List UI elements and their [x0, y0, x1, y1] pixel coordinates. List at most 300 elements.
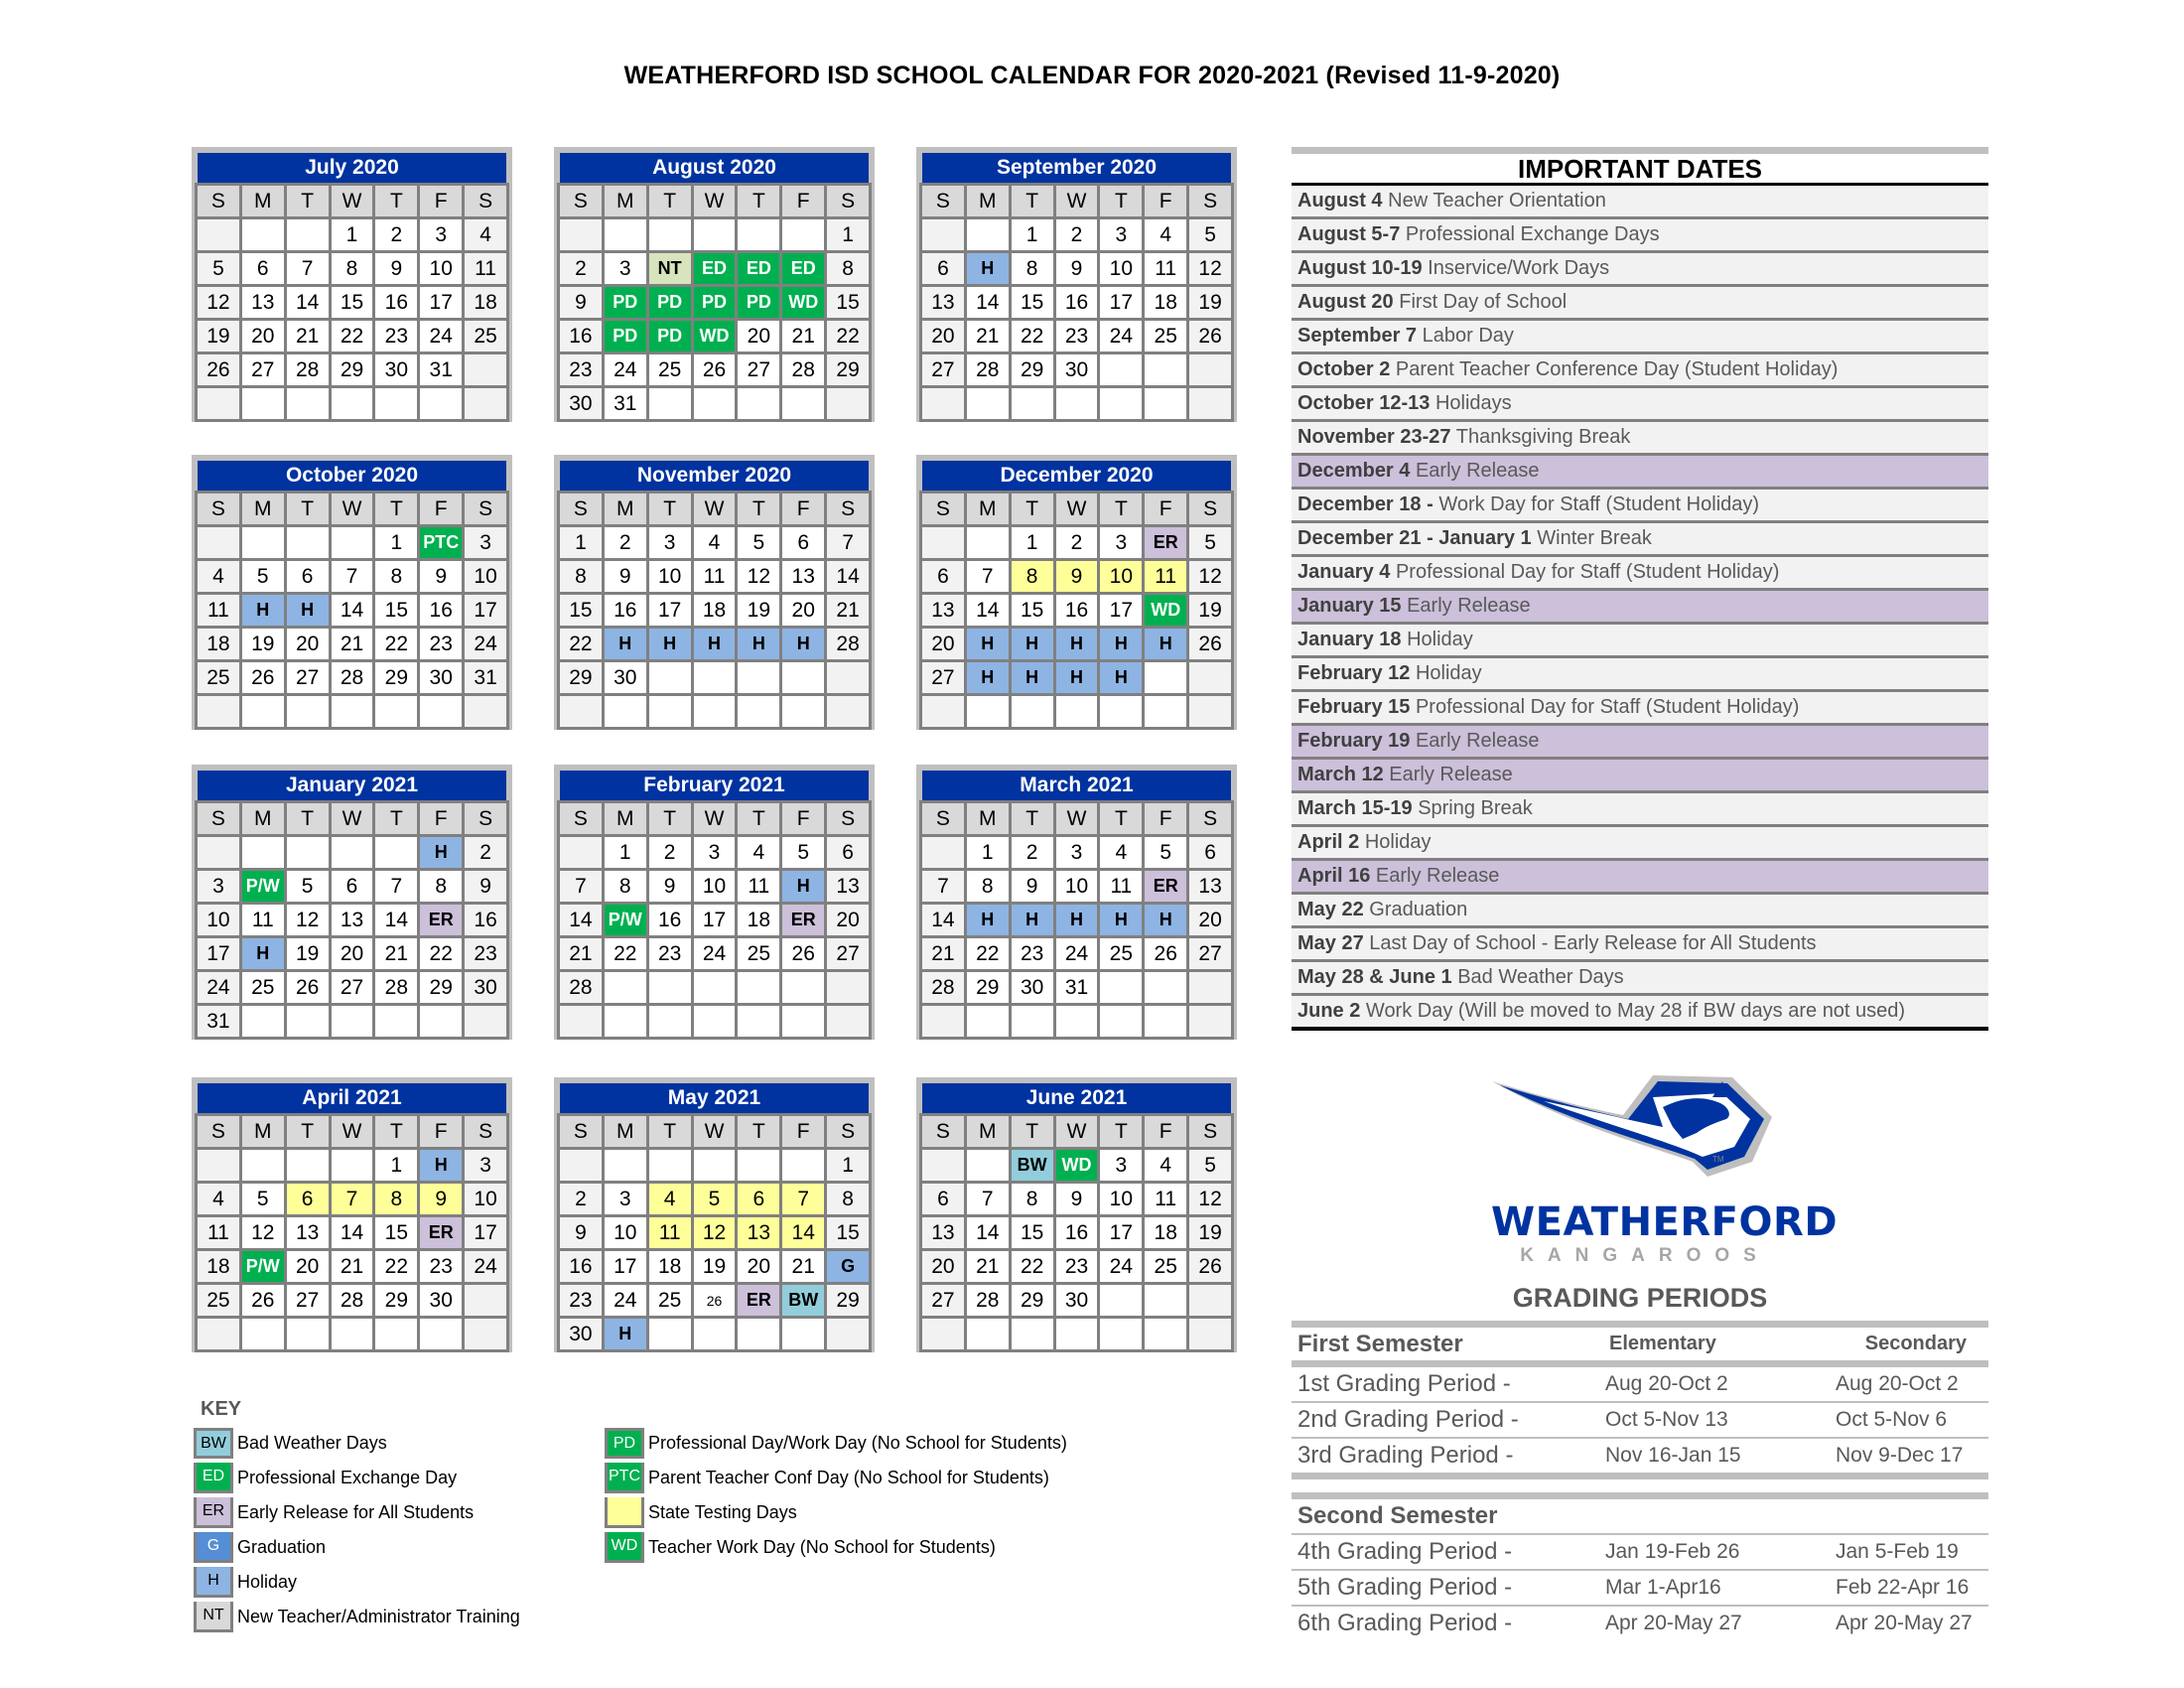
empty-cell: [375, 388, 417, 419]
day-cell: 24: [465, 1251, 506, 1282]
day-cell: 20: [287, 629, 329, 659]
day-cell: 19: [1189, 595, 1231, 626]
date-description: Early Release: [1415, 730, 1540, 752]
weekday-header: S: [198, 803, 239, 834]
empty-cell: [560, 219, 602, 250]
empty-cell: [694, 1319, 736, 1349]
date-label: December 21 - January 1: [1297, 527, 1532, 549]
empty-cell: [967, 1150, 1009, 1181]
empty-cell: [605, 1150, 646, 1181]
day-cell: 10: [465, 1184, 506, 1214]
day-cell: 31: [420, 354, 462, 385]
date-description: First Day of School: [1399, 291, 1568, 313]
day-cell: 11: [465, 253, 506, 284]
day-cell: PD: [605, 321, 646, 352]
weekday-header: W: [1056, 186, 1098, 216]
day-cell: 25: [198, 662, 239, 693]
weekday-header: S: [922, 1116, 964, 1147]
day-cell: 21: [967, 1251, 1009, 1282]
day-cell: 5: [287, 871, 329, 902]
empty-cell: [1056, 388, 1098, 419]
day-cell: 23: [649, 938, 691, 969]
important-date-row: [1292, 422, 1988, 456]
day-cell: 29: [332, 354, 373, 385]
day-cell: 3: [694, 837, 736, 868]
day-cell: 4: [1100, 837, 1142, 868]
day-cell: 6: [922, 253, 964, 284]
weekday-header: M: [242, 493, 284, 524]
empty-cell: [827, 972, 869, 1003]
date-label: March 15-19: [1297, 797, 1413, 819]
table-header: [1292, 1499, 1988, 1535]
day-cell: 18: [694, 595, 736, 626]
empty-cell: [242, 837, 284, 868]
day-cell: 7: [287, 253, 329, 284]
important-dates-panel: [1292, 147, 1988, 1031]
empty-cell: [1012, 1006, 1053, 1037]
day-cell: 3: [465, 1150, 506, 1181]
day-cell: 31: [198, 1006, 239, 1037]
empty-cell: [967, 1319, 1009, 1349]
empty-cell: [198, 1319, 239, 1349]
empty-cell: [922, 527, 964, 558]
important-date-row: [1292, 490, 1988, 523]
weekday-header: M: [242, 803, 284, 834]
day-cell: 11: [1145, 253, 1186, 284]
important-date-row: [1292, 354, 1988, 388]
empty-cell: [694, 1150, 736, 1181]
day-cell: 2: [375, 219, 417, 250]
empty-cell: [694, 219, 736, 250]
day-cell: 22: [560, 629, 602, 659]
empty-cell: [1189, 696, 1231, 727]
day-cell: 14: [375, 905, 417, 935]
day-cell: 3: [1056, 837, 1098, 868]
date-description: Inservice/Work Days: [1428, 257, 1610, 279]
important-dates-title: IMPORTANT DATES: [1292, 154, 1988, 186]
month-august-2020: [554, 147, 875, 422]
empty-cell: [967, 1006, 1009, 1037]
day-cell: H: [649, 629, 691, 659]
day-cell: 26: [242, 662, 284, 693]
elementary-dates: Apr 20-May 27: [1605, 1612, 1742, 1634]
day-cell: ER: [1145, 871, 1186, 902]
day-cell: 18: [649, 1251, 691, 1282]
day-cell: 1: [1012, 527, 1053, 558]
key-item: [605, 1530, 1067, 1565]
day-cell: 6: [922, 561, 964, 592]
important-date-row: [1292, 253, 1988, 287]
day-cell: 11: [198, 1217, 239, 1248]
weekday-header: W: [694, 186, 736, 216]
empty-cell: [332, 837, 373, 868]
day-cell: 3: [605, 253, 646, 284]
day-cell: WD: [1056, 1150, 1098, 1181]
day-cell: 17: [649, 595, 691, 626]
empty-cell: [782, 219, 824, 250]
day-cell: H: [242, 595, 284, 626]
empty-cell: [1100, 1006, 1142, 1037]
date-description: Labor Day: [1422, 325, 1514, 347]
empty-cell: [287, 1319, 329, 1349]
divider: [1292, 1321, 1988, 1328]
day-cell: 1: [827, 219, 869, 250]
day-cell: 28: [375, 972, 417, 1003]
month-title: February 2021: [560, 771, 869, 800]
day-cell: H: [967, 253, 1009, 284]
day-cell: 21: [287, 321, 329, 352]
empty-cell: [198, 388, 239, 419]
grading-period-row: [1292, 1439, 1988, 1479]
empty-cell: [1145, 388, 1186, 419]
day-cell: 17: [420, 287, 462, 318]
day-cell: 8: [1012, 1184, 1053, 1214]
day-cell: 29: [420, 972, 462, 1003]
key-label: New Teacher/Administrator Training: [237, 1607, 520, 1626]
weekday-header: S: [198, 186, 239, 216]
empty-cell: [967, 219, 1009, 250]
empty-cell: [198, 837, 239, 868]
empty-cell: [420, 388, 462, 419]
day-cell: 26: [1145, 938, 1186, 969]
day-cell: 7: [922, 871, 964, 902]
day-cell: 11: [1145, 1184, 1186, 1214]
elementary-dates: Aug 20-Oct 2: [1605, 1372, 1728, 1395]
day-cell: 2: [560, 253, 602, 284]
elementary-dates: Jan 19-Feb 26: [1605, 1540, 1740, 1563]
day-cell: 23: [1056, 1251, 1098, 1282]
day-cell: 19: [694, 1251, 736, 1282]
day-cell: 18: [1145, 287, 1186, 318]
empty-cell: [827, 1006, 869, 1037]
important-date-row: [1292, 625, 1988, 658]
empty-cell: [782, 662, 824, 693]
empty-cell: [967, 527, 1009, 558]
empty-cell: [738, 1150, 779, 1181]
date-label: January 4: [1297, 561, 1391, 583]
weekday-header: F: [1145, 186, 1186, 216]
key-item: [194, 1565, 520, 1600]
day-cell: ER: [420, 1217, 462, 1248]
empty-cell: [605, 696, 646, 727]
empty-cell: [649, 388, 691, 419]
weekday-header: F: [1145, 1116, 1186, 1147]
day-cell: 12: [1189, 561, 1231, 592]
grading-period-row: [1292, 1607, 1988, 1640]
date-description: Professional Day for Staff (Student Holiday): [1395, 561, 1780, 583]
day-cell: 7: [782, 1184, 824, 1214]
empty-cell: [782, 1006, 824, 1037]
day-cell: 27: [922, 354, 964, 385]
empty-cell: [967, 388, 1009, 419]
day-cell: 14: [287, 287, 329, 318]
day-cell: 28: [827, 629, 869, 659]
weekday-header: T: [1012, 186, 1053, 216]
day-cell: 22: [375, 1251, 417, 1282]
period-name: 6th Grading Period -: [1297, 1610, 1513, 1636]
day-cell: 25: [1145, 1251, 1186, 1282]
day-cell: 5: [1189, 1150, 1231, 1181]
empty-cell: [375, 696, 417, 727]
day-cell: 9: [1012, 871, 1053, 902]
empty-cell: [287, 527, 329, 558]
date-description: Early Release: [1407, 595, 1531, 617]
day-cell: H: [1100, 662, 1142, 693]
weekday-header: S: [922, 493, 964, 524]
day-cell: 27: [922, 1285, 964, 1316]
empty-cell: [649, 972, 691, 1003]
day-cell: 7: [332, 1184, 373, 1214]
day-cell: 8: [420, 871, 462, 902]
empty-cell: [198, 696, 239, 727]
empty-cell: [738, 1006, 779, 1037]
weekday-header: W: [332, 493, 373, 524]
table-header: [1292, 1328, 1988, 1367]
important-date-row: [1292, 219, 1988, 253]
day-cell: 14: [967, 1217, 1009, 1248]
day-cell: 29: [1012, 354, 1053, 385]
date-description: Work Day for Staff (Student Holiday): [1438, 493, 1760, 515]
day-cell: H: [420, 837, 462, 868]
day-cell: 3: [420, 219, 462, 250]
day-cell: H: [1100, 905, 1142, 935]
day-cell: 19: [287, 938, 329, 969]
day-cell: PTC: [420, 527, 462, 558]
empty-cell: [922, 1319, 964, 1349]
day-cell: 22: [375, 629, 417, 659]
empty-cell: [1100, 388, 1142, 419]
important-date-row: [1292, 388, 1988, 422]
weekday-header: F: [782, 1116, 824, 1147]
day-cell: 26: [694, 354, 736, 385]
day-cell: ED: [694, 253, 736, 284]
day-cell: 1: [605, 837, 646, 868]
day-cell: 6: [1189, 837, 1231, 868]
weekday-header: M: [605, 1116, 646, 1147]
date-description: Bad Weather Days: [1457, 966, 1624, 988]
day-cell: 25: [649, 1285, 691, 1316]
weekday-header: S: [827, 493, 869, 524]
day-cell: 6: [922, 1184, 964, 1214]
day-cell: H: [1056, 629, 1098, 659]
key-title: KEY: [201, 1398, 242, 1420]
day-cell: 26: [1189, 629, 1231, 659]
empty-cell: [649, 1006, 691, 1037]
weekday-header: M: [242, 186, 284, 216]
empty-cell: [1145, 696, 1186, 727]
day-cell: 17: [1100, 595, 1142, 626]
empty-cell: [465, 696, 506, 727]
day-cell: PD: [694, 287, 736, 318]
date-label: June 2: [1297, 1000, 1361, 1022]
weekday-header: S: [1189, 493, 1231, 524]
day-cell: PD: [649, 321, 691, 352]
svg-text:TM: TM: [1712, 1155, 1724, 1164]
day-cell: 5: [1189, 527, 1231, 558]
weekday-header: T: [649, 493, 691, 524]
day-cell: 29: [375, 662, 417, 693]
month-april-2021: [192, 1077, 512, 1352]
empty-cell: [198, 527, 239, 558]
day-cell: 26: [242, 1285, 284, 1316]
period-name: 3rd Grading Period -: [1297, 1442, 1514, 1469]
day-cell: 14: [922, 905, 964, 935]
empty-cell: [287, 1006, 329, 1037]
empty-cell: [1056, 1006, 1098, 1037]
day-cell: 23: [375, 321, 417, 352]
day-cell: 3: [1100, 219, 1142, 250]
important-date-row: [1292, 726, 1988, 760]
day-cell: PD: [605, 287, 646, 318]
month-title: December 2020: [922, 461, 1231, 491]
weekday-header: T: [738, 493, 779, 524]
empty-cell: [649, 1319, 691, 1349]
empty-cell: [922, 1150, 964, 1181]
empty-cell: [332, 1319, 373, 1349]
key-swatch-bw: BW: [194, 1428, 233, 1459]
empty-cell: [694, 662, 736, 693]
date-label: March 12: [1297, 764, 1384, 785]
day-cell: 10: [420, 253, 462, 284]
day-cell: 30: [1012, 972, 1053, 1003]
date-label: May 27: [1297, 932, 1364, 954]
date-description: Early Release: [1389, 764, 1513, 785]
day-cell: 5: [738, 527, 779, 558]
day-cell: 18: [465, 287, 506, 318]
weekday-header: W: [694, 493, 736, 524]
weekday-header: M: [605, 186, 646, 216]
day-cell: 10: [1100, 1184, 1142, 1214]
day-cell: 16: [1056, 595, 1098, 626]
day-cell: 8: [1012, 561, 1053, 592]
logo-subtitle: KANGAROOS: [1520, 1245, 1770, 1266]
month-june-2021: [916, 1077, 1237, 1352]
month-title: November 2020: [560, 461, 869, 491]
key-label: Early Release for All Students: [237, 1502, 475, 1522]
month-september-2020: [916, 147, 1237, 422]
empty-cell: [287, 837, 329, 868]
elementary-dates: Oct 5-Nov 13: [1605, 1408, 1728, 1431]
grading-period-row: [1292, 1403, 1988, 1439]
key-swatch-wd: WD: [605, 1532, 644, 1563]
grading-period-row: [1292, 1367, 1988, 1403]
weekday-header: T: [1100, 803, 1142, 834]
day-cell: 18: [738, 905, 779, 935]
empty-cell: [1145, 1006, 1186, 1037]
empty-cell: [287, 1150, 329, 1181]
empty-cell: [1056, 696, 1098, 727]
empty-cell: [332, 1150, 373, 1181]
date-label: August 4: [1297, 190, 1383, 211]
weekday-header: W: [332, 1116, 373, 1147]
key-label: Teacher Work Day (No School for Students): [648, 1537, 996, 1557]
important-date-row: [1292, 793, 1988, 827]
empty-cell: [332, 527, 373, 558]
date-description: Early Release: [1375, 865, 1500, 887]
weekday-header: S: [560, 1116, 602, 1147]
day-cell: 1: [827, 1150, 869, 1181]
day-cell: 2: [605, 527, 646, 558]
empty-cell: [649, 1150, 691, 1181]
empty-cell: [560, 696, 602, 727]
day-cell: 25: [1145, 321, 1186, 352]
empty-cell: [827, 1319, 869, 1349]
day-cell: 11: [1100, 871, 1142, 902]
key-swatch-ptc: PTC: [605, 1463, 644, 1493]
day-cell: 13: [1189, 871, 1231, 902]
day-cell: 26: [287, 972, 329, 1003]
weekday-header: W: [332, 186, 373, 216]
important-date-row: [1292, 186, 1988, 219]
day-cell: 18: [198, 1251, 239, 1282]
empty-cell: [1100, 696, 1142, 727]
date-label: April 16: [1297, 865, 1371, 887]
day-cell: P/W: [242, 1251, 284, 1282]
empty-cell: [782, 1319, 824, 1349]
secondary-dates: Oct 5-Nov 6: [1836, 1408, 1948, 1431]
day-cell: 1: [967, 837, 1009, 868]
day-cell: H: [782, 871, 824, 902]
day-cell: 23: [560, 354, 602, 385]
grading-period-row: [1292, 1571, 1988, 1607]
day-cell: 30: [1056, 354, 1098, 385]
day-cell: 21: [967, 321, 1009, 352]
day-cell: 17: [694, 905, 736, 935]
important-date-row: [1292, 760, 1988, 793]
second-semester-table: [1292, 1492, 1988, 1640]
weekday-header: T: [1012, 1116, 1053, 1147]
day-cell: 16: [1056, 1217, 1098, 1248]
day-cell: H: [967, 905, 1009, 935]
weekday-header: M: [967, 493, 1009, 524]
day-cell: 30: [605, 662, 646, 693]
weekday-header: W: [1056, 803, 1098, 834]
weekday-header: T: [1012, 493, 1053, 524]
weekday-header: F: [420, 803, 462, 834]
day-cell: 19: [198, 321, 239, 352]
empty-cell: [738, 219, 779, 250]
weekday-header: S: [465, 803, 506, 834]
day-cell: 2: [1056, 527, 1098, 558]
day-cell: 14: [560, 905, 602, 935]
day-cell: 31: [465, 662, 506, 693]
day-cell: 17: [465, 595, 506, 626]
day-cell: 21: [782, 321, 824, 352]
day-cell: H: [420, 1150, 462, 1181]
key-item: [605, 1495, 1067, 1530]
weekday-header: W: [694, 803, 736, 834]
day-cell: 20: [827, 905, 869, 935]
day-cell: 5: [242, 1184, 284, 1214]
date-label: September 7: [1297, 325, 1418, 347]
empty-cell: [560, 1006, 602, 1037]
day-cell: 24: [605, 354, 646, 385]
day-cell: 2: [1056, 219, 1098, 250]
day-cell: 8: [605, 871, 646, 902]
day-cell: 8: [827, 253, 869, 284]
day-cell: 1: [332, 219, 373, 250]
day-cell: 4: [465, 219, 506, 250]
day-cell: 16: [375, 287, 417, 318]
date-description: Graduation: [1369, 899, 1468, 920]
day-cell: 6: [738, 1184, 779, 1214]
day-cell: 8: [375, 561, 417, 592]
day-cell: PD: [738, 287, 779, 318]
day-cell: 29: [827, 354, 869, 385]
day-cell: H: [1012, 629, 1053, 659]
empty-cell: [1100, 354, 1142, 385]
day-cell: 4: [738, 837, 779, 868]
